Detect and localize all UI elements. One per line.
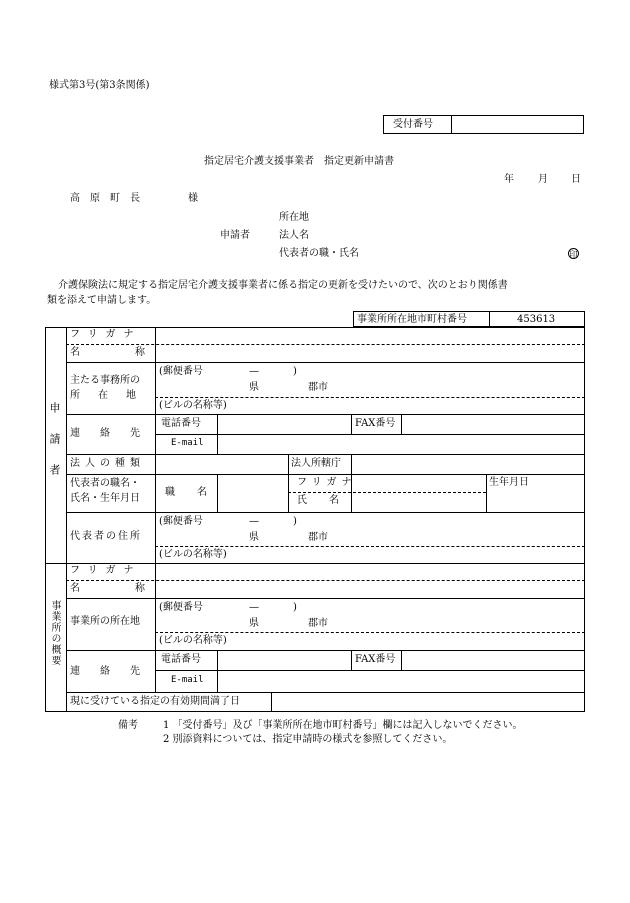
office-address-label: 事業所の所在地: [70, 616, 140, 627]
applicant-postal-label: (郵便番号: [159, 366, 203, 377]
applicant-name-label: 名称: [70, 347, 200, 358]
rep-furigana-label: フリガナ: [297, 477, 357, 488]
applicant-building-label: (ビルの名称等): [159, 400, 227, 411]
body-text-line1: 介護保険法に規定する指定居宅介護支援事業者に係る指定の更新を受けたいので、次のとおり関係書: [58, 280, 508, 291]
municipality-label: 事業所所在地市町村番号: [357, 314, 467, 325]
applicant-corp-label: 法人名: [279, 230, 309, 241]
applicant-office-label-2: 所在地: [70, 390, 154, 401]
rep-postal-label: (郵便番号: [159, 516, 203, 527]
applicant-email-label: E-mail: [171, 438, 204, 448]
applicant-office-label-1: 主たる事務所の: [70, 375, 140, 386]
applicant-county-city: 郡市: [308, 382, 328, 393]
applicant-postal-close: ): [293, 366, 297, 377]
rep-prefecture: 県: [249, 532, 259, 543]
rep-postal-close: ): [293, 516, 297, 527]
applicant-contact-label: 連絡先: [70, 428, 160, 439]
rep-birth-label: 生年月日: [489, 477, 529, 488]
rep-label-2: 氏名・生年月日: [70, 493, 140, 504]
applicant-postal-dash: —: [249, 366, 259, 377]
office-county-city: 郡市: [308, 618, 328, 629]
date-day: 日: [571, 174, 581, 185]
office-contact-label: 連絡先: [70, 666, 160, 677]
addressee-honorific: 様: [188, 193, 198, 204]
applicant-prefecture: 県: [249, 382, 259, 393]
rep-county-city: 郡市: [308, 532, 328, 543]
rep-name-label: 氏名: [297, 495, 361, 506]
office-name-label: 名称: [70, 583, 200, 594]
notes-label: 備考: [118, 720, 138, 731]
applicant-rep-label: 代表者の職・氏名: [279, 248, 359, 259]
applicant-label: 申請者: [220, 230, 250, 241]
receipt-label: 受付番号: [393, 119, 433, 130]
office-prefecture: 県: [249, 618, 259, 629]
rep-building-label: (ビルの名称等): [159, 549, 227, 560]
date-month: 月: [538, 174, 548, 185]
office-furigana-label: フリガナ: [70, 565, 142, 576]
rep-postal-dash: —: [249, 516, 259, 527]
corp-authority-label: 法人所轄庁: [291, 458, 341, 469]
addressee-name: 高 原 町 長: [70, 193, 140, 204]
office-phone-label: 電話番号: [161, 654, 201, 665]
office-building-label: (ビルの名称等): [159, 635, 227, 646]
date-year: 年: [504, 174, 514, 185]
office-section-title: 事業所の概要: [49, 600, 60, 666]
seal-mark: 印: [569, 250, 578, 259]
rep-position-label: 職名: [165, 487, 229, 498]
page-title: 指定居宅介護支援事業者 指定更新申請書: [204, 156, 394, 167]
rep-address-label: 代表者の住所: [70, 531, 142, 542]
applicant-section-title: 申請者: [48, 402, 61, 495]
applicant-furigana-label: フリガナ: [70, 329, 142, 340]
applicant-phone-label: 電話番号: [161, 418, 201, 429]
note-item-2: 2 別添資料については、指定申請時の様式を参照してください。: [163, 734, 453, 745]
body-text-line2: 類を添えて申請します。: [47, 295, 157, 306]
office-postal-dash: —: [249, 602, 259, 613]
validity-label: 現に受けている指定の有効期間満了日: [70, 696, 240, 707]
corp-type-label: 法人の種類: [70, 458, 145, 469]
office-postal-close: ): [293, 602, 297, 613]
note-item-1: 1 「受付番号」及び「事業所所在地市町村番号」欄には記入しないでください。: [163, 720, 523, 731]
applicant-address-label: 所在地: [279, 212, 309, 223]
office-email-label: E-mail: [171, 675, 204, 685]
office-fax-label: FAX番号: [355, 654, 396, 665]
rep-label-1: 代表者の職名・: [70, 478, 140, 489]
office-postal-label: (郵便番号: [159, 602, 203, 613]
form-id: 様式第3号(第3条関係): [49, 80, 150, 91]
applicant-fax-label: FAX番号: [355, 418, 396, 429]
municipality-value: 453613: [517, 314, 556, 325]
